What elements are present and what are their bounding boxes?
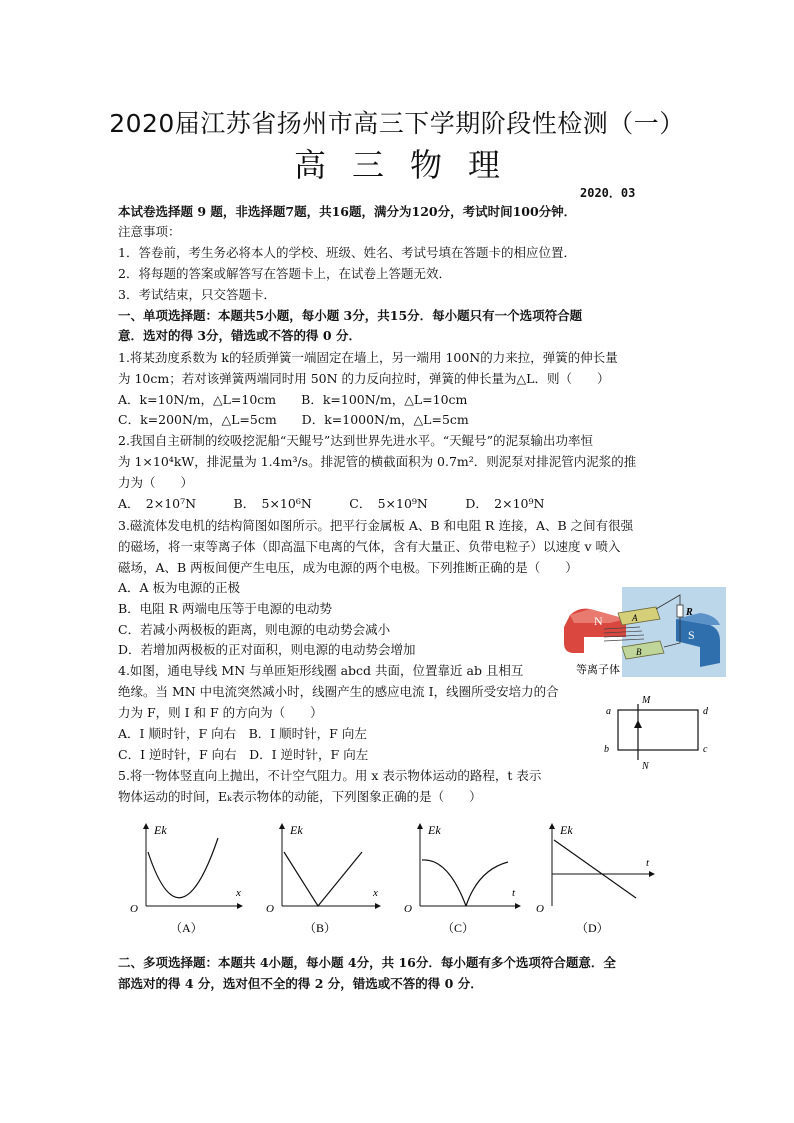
q1-stem-cont: 为 10cm；若对该弹簧两端同时用 50N 的力反向拉时，弹簧的伸长量为△L．则（ ） — [118, 371, 610, 386]
mhd-generator-figure — [560, 585, 726, 681]
graph-b-caption: （B） — [304, 921, 337, 935]
graph-c-ylabel: Ek — [428, 823, 441, 837]
label-d: d — [703, 706, 708, 717]
q5-graphs — [128, 818, 668, 940]
section2-heading-cont: 部选对的得 4 分，选对但不全的得 2 分，错选或不答的得 0 分． — [118, 976, 483, 991]
notice-item: 1．答卷前，考生务必将本人的学校、班级、姓名、考试号填在答题卡的相应位置． — [118, 245, 576, 260]
label-m: M — [642, 695, 651, 706]
q4-stem-cont2: 力为 F，则 I 和 F 的方向为（ ） — [118, 705, 323, 720]
graph-b-xlabel: x — [373, 887, 378, 899]
graph-d-caption: （D） — [576, 921, 609, 935]
exam-date: 2020．03 — [580, 186, 636, 200]
graph-c-curve-up — [466, 862, 508, 906]
wire-loop-figure — [598, 690, 718, 772]
graph-c-xlabel: t — [512, 887, 516, 899]
graph-b-curve — [284, 852, 362, 906]
label-c: c — [703, 744, 708, 755]
section2-heading: 二、多项选择题：本题共 4小题，每小题 4分，共 16分．每小题有多个选项符合题意．全 — [118, 955, 616, 970]
graph-d-ylabel: Ek — [560, 823, 573, 837]
subject-title — [0, 140, 794, 186]
plasma-label: 等离子体 — [576, 664, 620, 676]
section1-heading-cont: 意．选对的得 3分，错选或不答的得 0 分． — [118, 328, 361, 343]
section1-heading: 一、单项选择题：本题共5小题，每小题 3分，共15分．每小题只有一个选项符合题 — [118, 308, 583, 323]
q3-option-c: C．若减小两极板的距离，则电源的电动势会减小 — [118, 622, 391, 637]
graph-d — [536, 823, 652, 935]
graph-c-origin: O — [404, 903, 412, 915]
q5-stem: 5.将一物体竖直向上抛出，不计空气阻力。用 x 表示物体运动的路程，t 表示 — [118, 768, 542, 783]
q4-options-ab: A．I 顺时针，F 向右 B．I 顺时针，F 向左 — [118, 726, 367, 741]
n-label: N — [594, 614, 603, 628]
plate-a-label: A — [632, 613, 638, 623]
graph-d-origin: O — [536, 903, 544, 915]
graph-a-curve — [148, 838, 218, 898]
q3-option-a: A．A 板为电源的正极 — [118, 580, 241, 595]
graph-a-ylabel: Ek — [154, 823, 167, 837]
q3-option-d: D．若增加两极板的正对面积，则电源的电动势会增加 — [118, 642, 416, 657]
notice-title: 注意事项： — [118, 224, 181, 239]
graph-b-ylabel: Ek — [290, 823, 303, 837]
plate-b-label: B — [636, 647, 642, 657]
q3-stem-cont: 的磁场，将一束等离子体（即高温下电离的气体，含有大量正、负带电粒子）以速度 v 喷入 — [118, 539, 621, 554]
resistor-r — [677, 605, 683, 617]
graph-a-caption: （A） — [170, 921, 203, 935]
q3-stem-cont2: 磁场，A、B 两板间便产生电压，成为电源的两个电极。下列推断正确的是（ ） — [118, 560, 578, 575]
subject-char: 理 — [468, 146, 501, 184]
graph-b-origin: O — [266, 903, 274, 915]
graph-b — [266, 823, 378, 935]
q1-options-ab: A．k=10N/m，△L=10cm B．k=100N/m，△L=10cm — [118, 392, 468, 407]
q5-stem-cont: 物体运动的时间，Eₖ表示物体的动能，下列图象正确的是（ ） — [118, 789, 482, 804]
current-arrow — [634, 720, 642, 728]
graph-c — [404, 823, 518, 935]
exam-summary: 本试卷选择题 9 题，非选择题7题，共16题，满分为120分，考试时间100分钟． — [118, 204, 577, 219]
subject-char: 高 — [293, 146, 326, 184]
label-n: N — [642, 761, 649, 772]
q4-options-cd: C．I 逆时针，F 向右 D．I 逆时针，F 向左 — [118, 747, 369, 762]
subject-char: 物 — [410, 146, 443, 184]
label-b: b — [604, 744, 609, 755]
q3-stem: 3.磁流体发电机的结构简图如图所示。把平行金属板 A、B 和电阻 R 连接，A、B 之间有很强 — [118, 518, 634, 533]
s-label: S — [688, 628, 695, 642]
graph-a-xlabel: x — [236, 887, 241, 899]
q2-stem-cont2: 力为（ ） — [118, 475, 194, 490]
graph-a — [130, 823, 241, 935]
q2-stem-cont: 为 1×10⁴kW，排泥量为 1.4m³/s。排泥管的横截面积为 0.7m²．则泥泵对排泥管内泥浆的推 — [118, 454, 637, 469]
resistor-label: R — [686, 607, 693, 618]
graph-a-origin: O — [130, 903, 138, 915]
exam-title: 2020届江苏省扬州市高三下学期阶段性检测（一） — [109, 109, 685, 138]
label-a: a — [606, 706, 611, 717]
q3-option-b: B．电阻 R 两端电压等于电源的电动势 — [118, 601, 333, 616]
graph-d-xlabel: t — [646, 857, 650, 869]
graph-d-line — [554, 840, 636, 898]
subject-char: 三 — [351, 146, 384, 184]
rect-loop — [618, 710, 698, 750]
notice-item: 3．考试结束，只交答题卡． — [118, 287, 276, 302]
graph-c-curve-down — [422, 860, 466, 906]
q2-options: A． 2×10⁷N B． 5×10⁶N C． 5×10⁹N D． 2×10⁹N — [118, 496, 545, 511]
graph-c-caption: （C） — [442, 921, 475, 935]
notice-item: 2．将每题的答案或解答写在答题卡上，在试卷上答题无效． — [118, 266, 451, 281]
q1-stem: 1.将某劲度系数为 k的轻质弹簧一端固定在墙上，另一端用 100N的力来拉，弹簧的伸长量 — [118, 350, 618, 365]
q4-stem: 4.如图，通电导线 MN 与单匝矩形线圈 abcd 共面，位置靠近 ab 且相互 — [118, 663, 524, 678]
q1-options-cd: C．k=200N/m，△L=5cm D．k=1000N/m，△L=5cm — [118, 412, 469, 427]
q4-stem-cont: 绝缘。当 MN 中电流突然减小时，线圈产生的感应电流 I，线圈所受安培力的合 — [118, 684, 559, 699]
q2-stem: 2.我国自主研制的绞吸挖泥船“天鲲号”达到世界先进水平。“天鲲号”的泥泵输出功率恒 — [118, 433, 593, 448]
